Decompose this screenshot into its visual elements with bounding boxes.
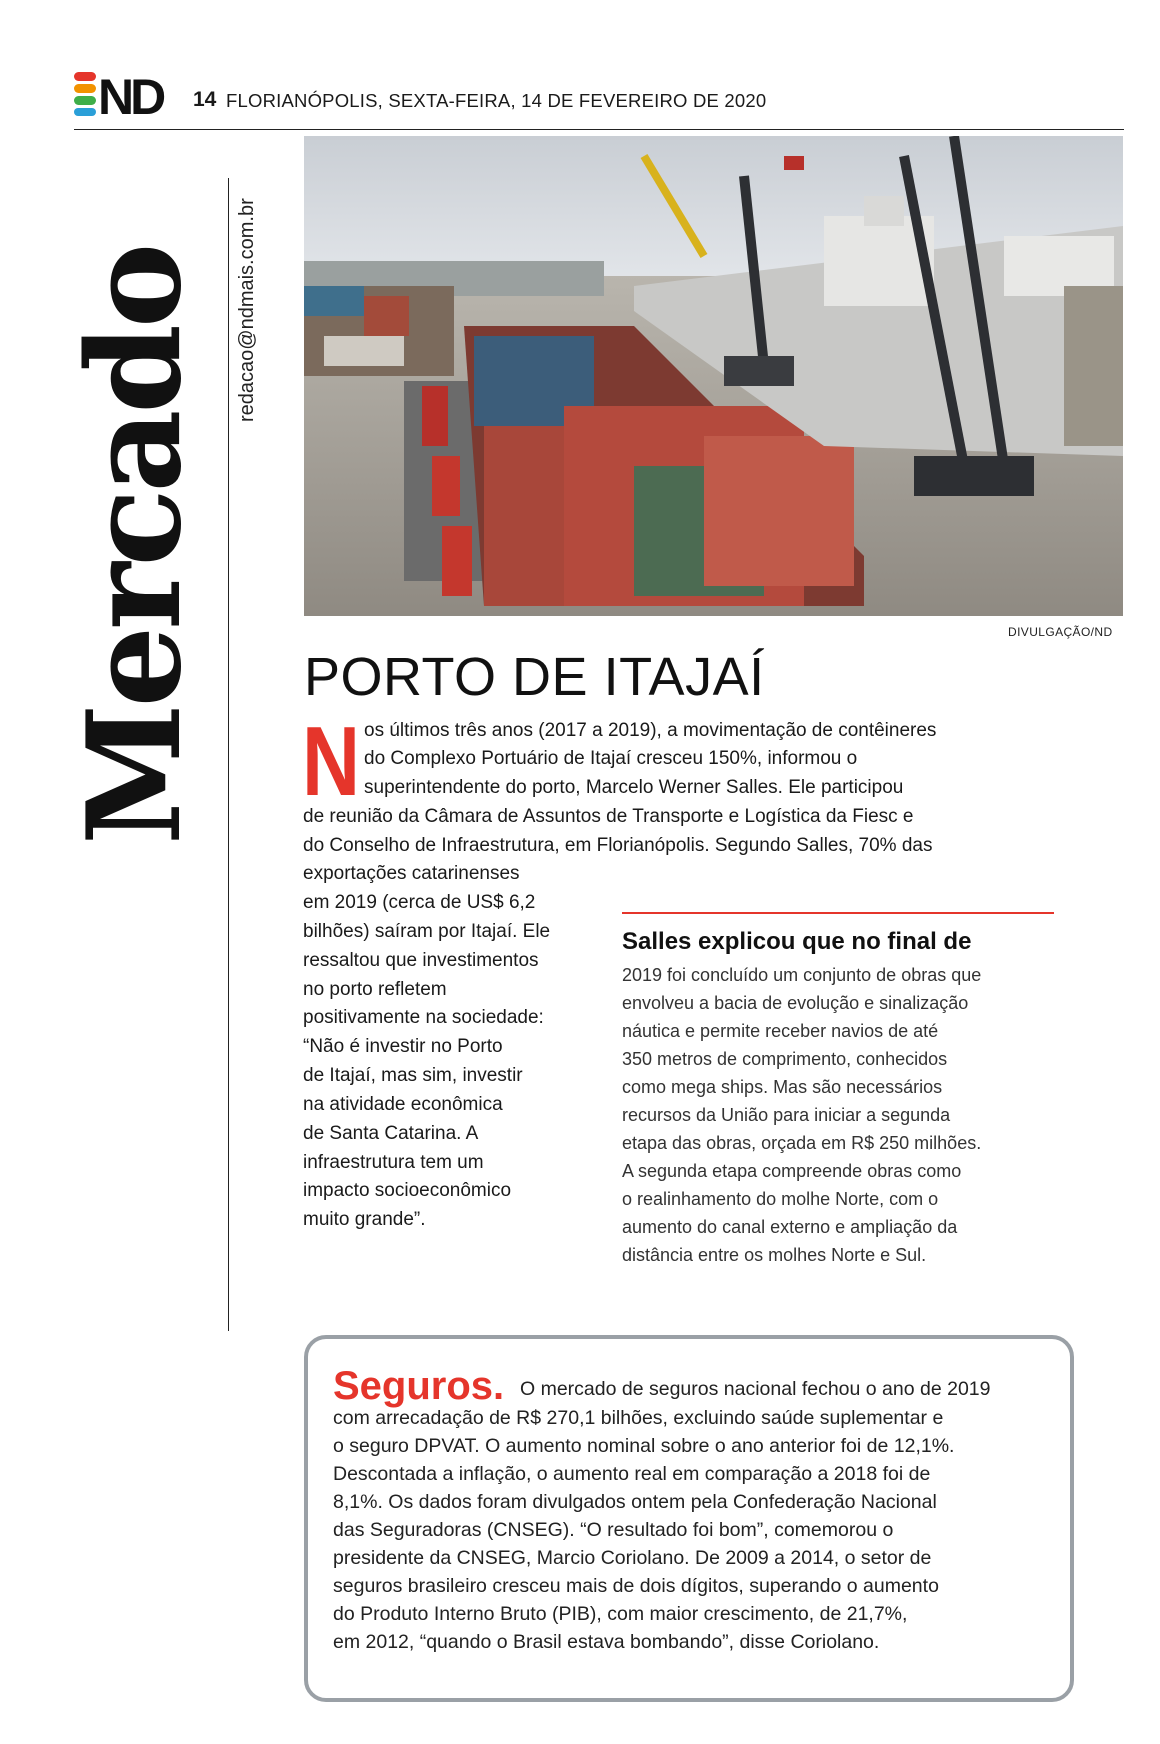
sidebar-line: distância entre os molhes Norte e Sul. xyxy=(622,1245,927,1265)
article-column-line: bilhões) saíram por Itajaí. Ele xyxy=(303,921,551,942)
nd-logo xyxy=(74,70,174,116)
seguros-line: 8,1%. Os dados foram divulgados ontem pela Confederação Nacional xyxy=(333,1491,937,1513)
sidebar-line: o realinhamento do molhe Norte, com o xyxy=(622,1189,939,1209)
seguros-line: o seguro DPVAT. O aumento nominal sobre o ano anterior foi de 12,1%. xyxy=(333,1435,955,1457)
page-number: 14 xyxy=(193,88,217,111)
sidebar-line: aumento do canal externo e ampliação da xyxy=(622,1217,958,1237)
article-line: de reunião da Câmara de Assuntos de Transporte e Logística da Fiesc e xyxy=(303,806,914,827)
seguros-title: Seguros. xyxy=(333,1364,505,1408)
seguros-line: do Produto Interno Bruto (PIB), com maior crescimento, de 21,7%, xyxy=(333,1603,908,1625)
seguros-line: Descontada a inflação, o aumento real em comparação a 2018 foi de xyxy=(333,1463,931,1485)
seguros-line: em 2012, “quando o Brasil estava bombando”, disse Coriolano. xyxy=(333,1631,880,1653)
section-title: Mercado xyxy=(60,246,210,845)
article-line: os últimos três anos (2017 a 2019), a movimentação de contêineres xyxy=(364,720,937,741)
article-column-line: infraestrutura tem um xyxy=(303,1152,484,1173)
article-column-line: no porto refletem xyxy=(303,979,447,1000)
sidebar-line: A segunda etapa compreende obras como xyxy=(622,1161,962,1181)
seguros-line: presidente da CNSEG, Marcio Coriolano. De 2009 a 2014, o setor de xyxy=(333,1547,932,1569)
sidebar-line: etapa das obras, orçada em R$ 250 milhões. xyxy=(622,1133,982,1153)
article-column-line: ressaltou que investimentos xyxy=(303,950,539,971)
logo-bar-blue xyxy=(74,108,96,116)
drop-cap: N xyxy=(302,706,361,816)
article-headline: PORTO DE ITAJAÍ xyxy=(304,647,765,707)
logo-text: ND xyxy=(98,70,163,116)
sidebar-line: como mega ships. Mas são necessários xyxy=(622,1077,943,1097)
photo-credit: DIVULGAÇÃO/ND xyxy=(1008,625,1113,639)
sidebar-heading: Salles explicou que no final de xyxy=(622,928,972,955)
vertical-rule xyxy=(228,178,229,1331)
header-rule xyxy=(74,129,1124,130)
article-column-line: na atividade econômica xyxy=(303,1094,503,1115)
seguros-line: com arrecadação de R$ 270,1 bilhões, excluindo saúde suplementar e xyxy=(333,1407,944,1429)
article-column-line: positivamente na sociedade: xyxy=(303,1007,544,1028)
article-line: do Complexo Portuário de Itajaí cresceu 150%, informou o xyxy=(364,748,858,769)
article-column-line: de Santa Catarina. A xyxy=(303,1123,479,1144)
article-column-line: “Não é investir no Porto xyxy=(303,1036,503,1057)
sidebar-line: envolveu a bacia de evolução e sinalização xyxy=(622,993,969,1013)
sidebar-rule xyxy=(622,912,1054,914)
article-column-line: impacto socioeconômico xyxy=(303,1180,512,1201)
logo-bar-red xyxy=(74,72,96,81)
sidebar-line: recursos da União para iniciar a segunda xyxy=(622,1105,951,1125)
photo-water xyxy=(1064,286,1123,446)
article-line: do Conselho de Infraestrutura, em Florianópolis. Segundo Salles, 70% das xyxy=(303,835,933,856)
article-column-line: de Itajaí, mas sim, investir xyxy=(303,1065,523,1086)
sidebar-line: 2019 foi concluído um conjunto de obras que xyxy=(622,965,982,985)
logo-bar-green xyxy=(74,96,96,105)
seguros-line: das Seguradoras (CNSEG). “O resultado foi bom”, comemorou o xyxy=(333,1519,894,1541)
port-photo xyxy=(304,136,1123,616)
seguros-line: O mercado de seguros nacional fechou o ano de 2019 xyxy=(520,1378,991,1400)
section-email: redacao@ndmais.com.br xyxy=(236,198,258,422)
seguros-line: seguros brasileiro cresceu mais de dois dígitos, superando o aumento xyxy=(333,1575,939,1597)
article-column-line: exportações catarinenses xyxy=(303,863,520,884)
article-line: superintendente do porto, Marcelo Werner Salles. Ele participou xyxy=(364,777,904,798)
logo-bar-orange xyxy=(74,84,96,93)
sidebar-line: náutica e permite receber navios de até xyxy=(622,1021,939,1041)
article-column-line: muito grande”. xyxy=(303,1209,426,1230)
sidebar-line: 350 metros de comprimento, conhecidos xyxy=(622,1049,948,1069)
article-column-line: em 2019 (cerca de US$ 6,2 xyxy=(303,892,536,913)
dateline: FLORIANÓPOLIS, SEXTA-FEIRA, 14 DE FEVEREIRO DE 2020 xyxy=(226,90,767,111)
